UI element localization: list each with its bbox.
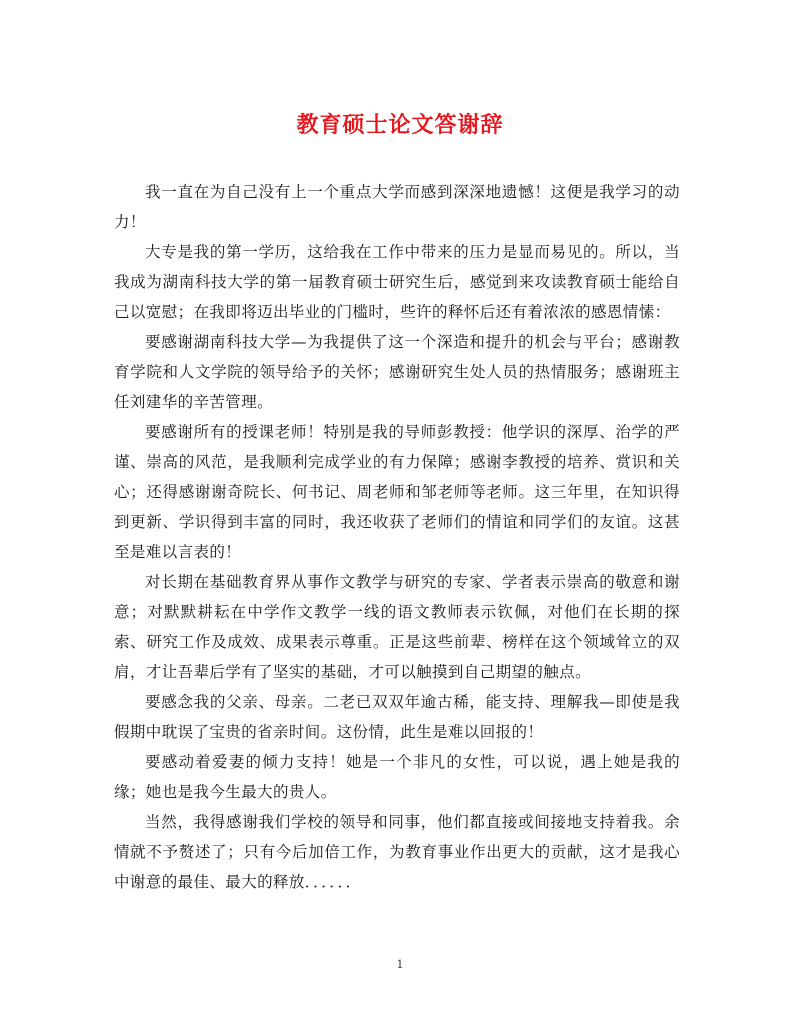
paragraph-3: 要感谢湖南科技大学—为我提供了这一个深造和提升的机会与平台；感谢教育学院和人文学院的领导给予的关怀；感谢研究生处人员的热情服务；感谢班主任刘建华的辛苦管理。: [114, 333, 680, 411]
paragraph-4: 要感谢所有的授课老师！特别是我的导师彭教授：他学识的深厚、治学的严谨、崇高的风范，是我顺利完成学业的有力保障；感谢李教授的培养、赏识和关心；还得感谢谢奇院长、何书记、周老师和邹老师等老师。这三年里，在知识得到更新、学识得到丰富的同时，我还收获了老师们的情谊和同学们的友谊。这甚至是难以言表的！: [114, 423, 680, 561]
document-body: [114, 177, 680, 897]
document-title: 教育硕士论文答谢辞: [296, 112, 504, 138]
paragraph-8: 当然，我得感谢我们学校的领导和同事，他们都直接或间接地支持着我。余情就不予赘述了；只有今后加倍工作，为教育事业作出更大的贡献，这才是我心中谢意的最佳、最大的释放．．．．．．: [114, 813, 680, 891]
paragraph-6: 要感念我的父亲、母亲。二老已双双年逾古稀，能支持、理解我—即使是我假期中耽误了宝贵的省亲时间。这份情，此生是难以回报的！: [114, 693, 680, 741]
paragraph-7: 要感动着爱妻的倾力支持！她是一个非凡的女性，可以说，遇上她是我的缘；她也是我今生最大的贵人。: [114, 753, 680, 801]
page-number: 1: [396, 958, 404, 971]
paragraph-1: 我一直在为自己没有上一个重点大学而感到深深地遗憾！这便是我学习的动力！: [114, 183, 680, 231]
paragraph-5: 对长期在基础教育界从事作文教学与研究的专家、学者表示崇高的敬意和谢意；对默默耕耘在中学作文教学一线的语文教师表示钦佩，对他们在长期的探索、研究工作及成效、成果表示尊重。正是这些前辈、榜样在这个领域耸立的双肩，才让吾辈后学有了坚实的基础，才可以触摸到自己期望的触点。: [114, 573, 680, 681]
paragraph-2: 大专是我的第一学历，这给我在工作中带来的压力是显而易见的。所以，当我成为湖南科技大学的第一届教育硕士研究生后，感觉到来攻读教育硕士能给自己以宽慰；在我即将迈出毕业的门槛时，些许的释怀后还有着浓浓的感恩情愫：: [114, 243, 680, 321]
